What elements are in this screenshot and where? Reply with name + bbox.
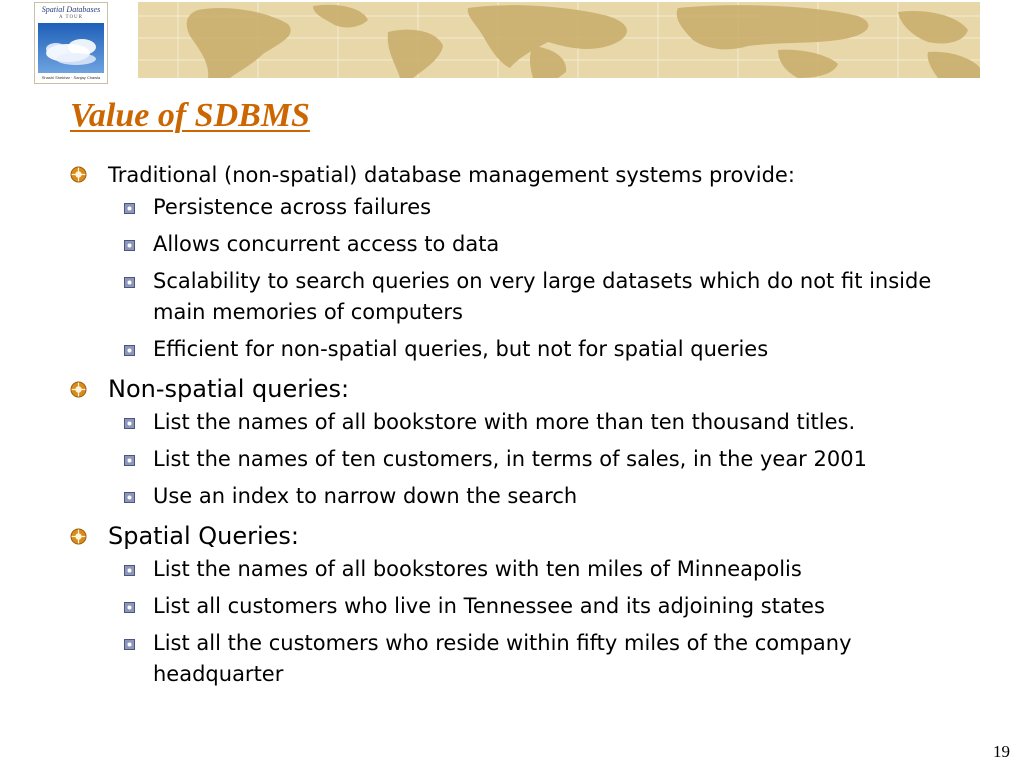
sub-bullet-item <box>70 444 960 475</box>
section-heading: Traditional (non-spatial) database management systems provide: <box>108 163 795 187</box>
square-bullet-icon <box>124 277 135 288</box>
sub-bullet-text: Use an index to narrow down the search <box>153 484 578 508</box>
sub-bullet-item <box>70 192 960 223</box>
slide-body <box>70 158 960 696</box>
world-map-banner <box>138 2 980 78</box>
square-bullet-icon <box>124 418 135 429</box>
sub-bullet-text: Efficient for non-spatial queries, but not for spatial queries <box>153 337 769 361</box>
bullet-section-non-spatial <box>70 371 960 407</box>
sub-bullet-item <box>70 229 960 260</box>
sub-bullet-text: Allows concurrent access to data <box>153 232 500 256</box>
cover-subtitle: A TOUR <box>58 15 83 20</box>
orange-bullet-icon <box>70 528 87 545</box>
square-bullet-icon <box>124 240 135 251</box>
sub-bullet-item <box>70 334 960 365</box>
sub-bullet-text: List the names of all bookstore with more than ten thousand titles. <box>153 410 856 434</box>
sub-bullet-text: List all the customers who reside within fifty miles of the company headquarter <box>153 631 852 686</box>
square-bullet-icon <box>124 602 135 613</box>
cover-authors: Shashi Shekhar · Sanjay Chawla <box>41 75 101 80</box>
square-bullet-icon <box>124 492 135 503</box>
sub-bullet-item <box>70 266 960 328</box>
bullet-section-spatial <box>70 518 960 554</box>
sub-bullet-item <box>70 628 960 690</box>
sub-bullet-list <box>70 554 960 690</box>
sub-bullet-item <box>70 591 960 622</box>
section-heading: Non-spatial queries: <box>108 375 350 403</box>
square-bullet-icon <box>124 565 135 576</box>
bullet-section-traditional <box>70 158 960 192</box>
sub-bullet-item <box>70 407 960 438</box>
cover-title: Spatial Databases <box>41 5 101 14</box>
sub-bullet-list <box>70 192 960 365</box>
sub-bullet-text: List the names of ten customers, in terms of sales, in the year 2001 <box>153 447 867 471</box>
orange-bullet-icon <box>70 166 87 183</box>
sub-bullet-item <box>70 554 960 585</box>
sub-bullet-text: List all customers who live in Tennessee and its adjoining states <box>153 594 825 618</box>
orange-bullet-icon <box>70 381 87 398</box>
square-bullet-icon <box>124 639 135 650</box>
square-bullet-icon <box>124 455 135 466</box>
slide-title: Value of SDBMS <box>70 97 310 134</box>
cover-sky-image <box>38 23 104 73</box>
book-cover-thumbnail <box>34 2 108 84</box>
sub-bullet-text: List the names of all bookstores with ten miles of Minneapolis <box>153 557 802 581</box>
sub-bullet-item <box>70 481 960 512</box>
page-number: 19 <box>993 742 1010 761</box>
sub-bullet-text: Persistence across failures <box>153 195 432 219</box>
sub-bullet-text: Scalability to search queries on very large datasets which do not fit inside main memories of computers <box>153 269 932 324</box>
sub-bullet-list <box>70 407 960 512</box>
section-heading: Spatial Queries: <box>108 522 300 550</box>
square-bullet-icon <box>124 203 135 214</box>
square-bullet-icon <box>124 345 135 356</box>
